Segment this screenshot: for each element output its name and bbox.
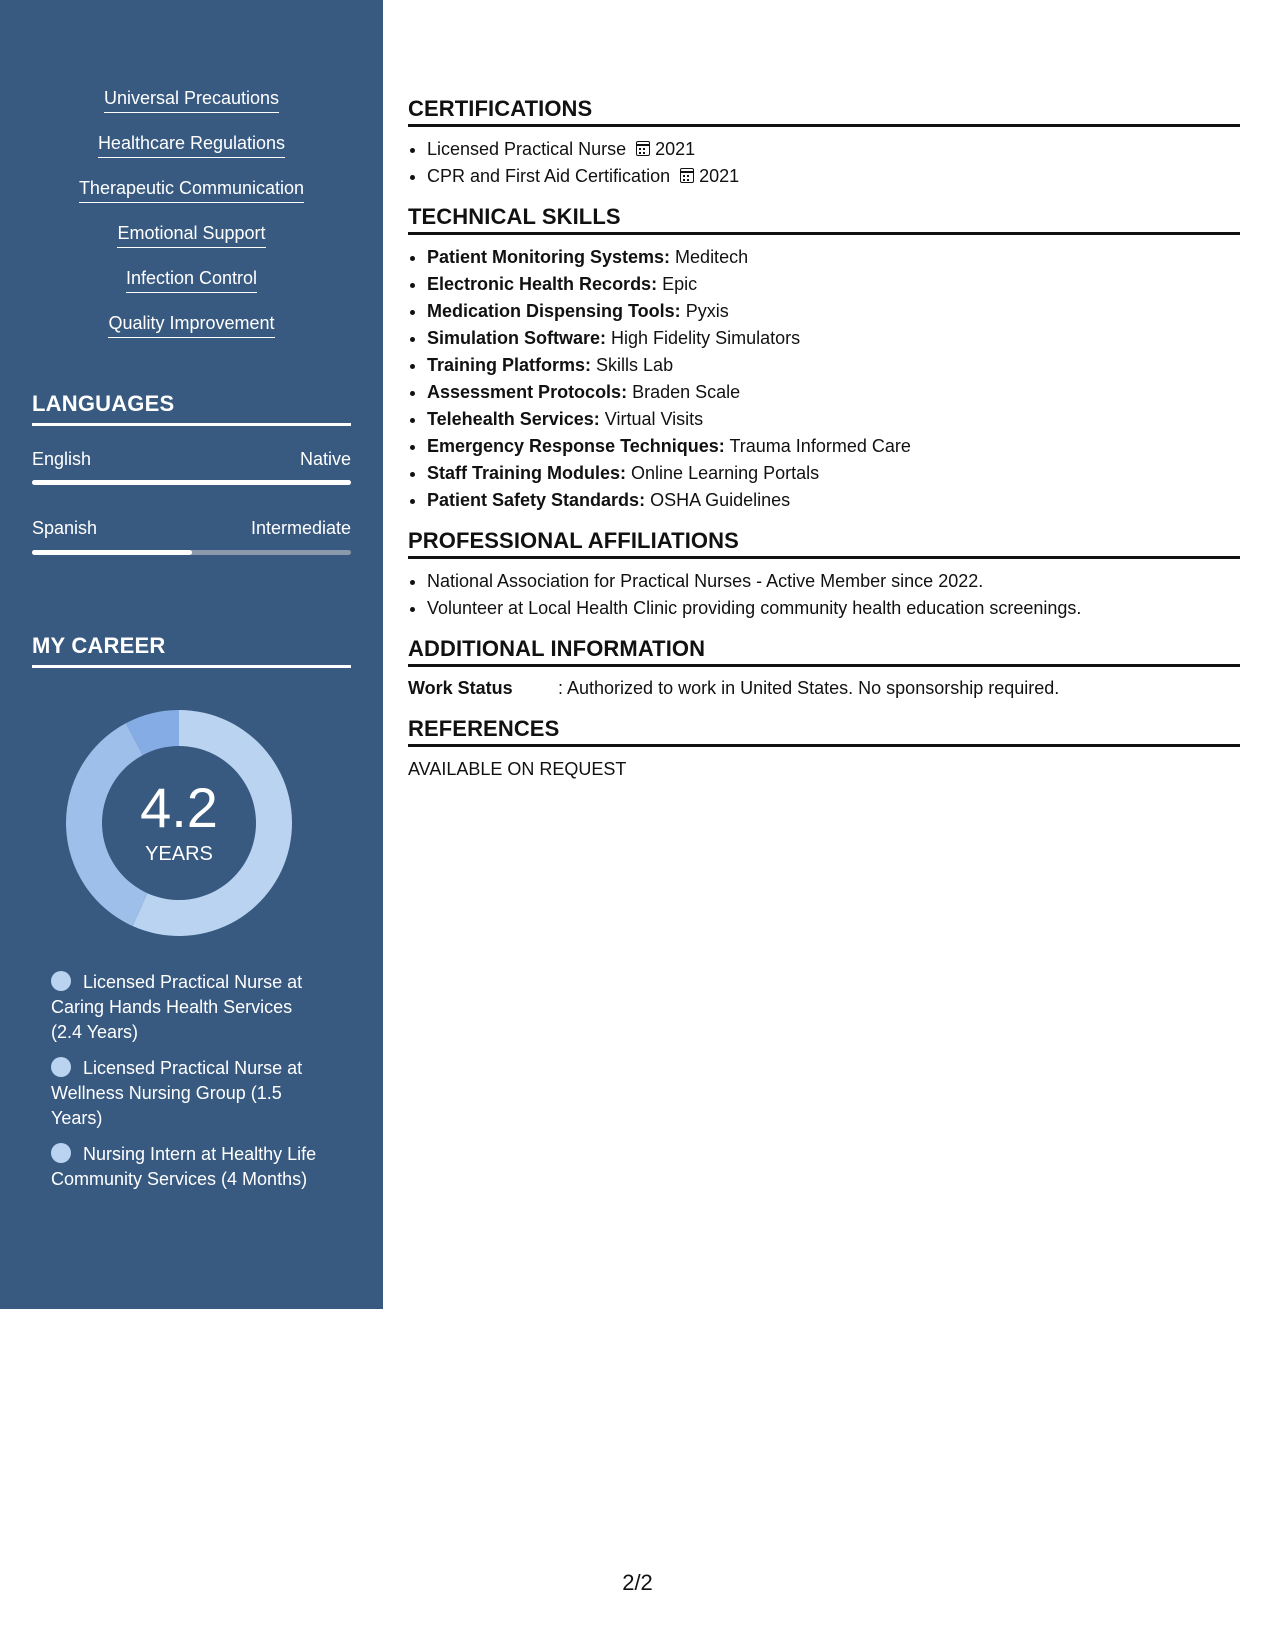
affiliation-item: • Volunteer at Local Health Clinic providing community health education screenings. xyxy=(427,595,1240,622)
certification-name: Licensed Practical Nurse xyxy=(427,139,627,159)
skill-item xyxy=(0,176,383,221)
skill-value: Braden Scale xyxy=(632,382,741,402)
skill-label: Emotional Support xyxy=(117,221,265,248)
language-name: Spanish xyxy=(32,518,98,538)
skill-value: OSHA Guidelines xyxy=(650,490,791,510)
skill-category: Electronic Health Records: xyxy=(427,274,658,294)
skill-value: Skills Lab xyxy=(596,355,674,375)
skills-list xyxy=(0,86,383,356)
skill-category: Staff Training Modules: xyxy=(427,463,627,483)
skill-value: Trauma Informed Care xyxy=(729,436,911,456)
additional-info-heading: ADDITIONAL INFORMATION xyxy=(408,636,1240,667)
skill-item xyxy=(0,266,383,311)
career-total-value: 4.2 xyxy=(140,776,218,839)
skill-value: Pyxis xyxy=(685,301,729,321)
technical-skills-list xyxy=(408,244,1240,514)
skill-value: Meditech xyxy=(675,247,749,267)
skill-category: Patient Monitoring Systems: xyxy=(427,247,671,267)
career-item-text: Licensed Practical Nurse at Wellness Nursing Group (1.5 Years) xyxy=(51,1058,303,1128)
career-item xyxy=(51,1056,321,1131)
skill-category: Assessment Protocols: xyxy=(427,382,628,402)
skill-value: Virtual Visits xyxy=(604,409,704,429)
skill-category: Telehealth Services: xyxy=(427,409,600,429)
career-dot-icon xyxy=(51,1143,71,1163)
skill-item xyxy=(0,311,383,356)
skill-category: Emergency Response Techniques: xyxy=(427,436,725,456)
certifications-heading: CERTIFICATIONS xyxy=(408,96,1240,127)
skill-label: Infection Control xyxy=(126,266,257,293)
certification-year: 2021 xyxy=(699,166,740,186)
certification-name: CPR and First Aid Certification xyxy=(427,166,671,186)
career-total-unit: YEARS xyxy=(145,843,213,865)
work-status-row xyxy=(408,676,1240,700)
technical-skill-item xyxy=(427,352,1240,379)
skill-label: Quality Improvement xyxy=(108,311,274,338)
references-heading: REFERENCES xyxy=(408,716,1240,747)
career-item xyxy=(51,970,321,1045)
language-bar-fill xyxy=(32,480,351,485)
skill-value: Online Learning Portals xyxy=(631,463,820,483)
work-status-value: : Authorized to work in United States. No sponsorship required. xyxy=(558,678,1060,698)
skill-item xyxy=(0,131,383,176)
affiliation-item: • National Association for Practical Nurses - Active Member since 2022. xyxy=(427,568,1240,595)
technical-skill-item xyxy=(427,325,1240,352)
certification-item xyxy=(427,163,1240,190)
career-heading: MY CAREER xyxy=(32,633,351,668)
references-text: AVAILABLE ON REQUEST xyxy=(408,759,627,779)
language-bar-english xyxy=(32,480,351,485)
skill-value: High Fidelity Simulators xyxy=(611,328,801,348)
career-item-text: Licensed Practical Nurse at Caring Hands Health Services (2.4 Years) xyxy=(51,972,303,1042)
career-donut-chart xyxy=(66,710,292,936)
career-item xyxy=(51,1142,321,1192)
technical-skill-item xyxy=(427,379,1240,406)
page-number: 2/2 xyxy=(622,1570,653,1595)
calendar-icon xyxy=(680,168,694,183)
skill-label: Universal Precautions xyxy=(104,86,279,113)
skill-item xyxy=(0,86,383,131)
skill-category: Training Platforms: xyxy=(427,355,592,375)
language-level: Intermediate xyxy=(250,518,351,538)
technical-skill-item xyxy=(427,460,1240,487)
technical-skill-item xyxy=(427,271,1240,298)
skill-category: Medication Dispensing Tools: xyxy=(427,301,681,321)
skill-label: Therapeutic Communication xyxy=(79,176,304,203)
affiliations-list xyxy=(408,568,1240,622)
career-dot-icon xyxy=(51,1057,71,1077)
career-dot-icon xyxy=(51,971,71,991)
career-list xyxy=(51,970,321,1203)
skill-item xyxy=(0,221,383,266)
language-bar-fill xyxy=(32,550,192,555)
certifications-list xyxy=(408,136,1240,190)
technical-skill-item xyxy=(427,244,1240,271)
technical-skill-item xyxy=(427,433,1240,460)
certification-year: 2021 xyxy=(655,139,696,159)
languages-heading: LANGUAGES xyxy=(32,391,351,426)
calendar-icon xyxy=(636,141,650,156)
language-level: Native xyxy=(299,449,351,469)
sidebar xyxy=(0,0,383,1309)
technical-skill-item xyxy=(427,406,1240,433)
skill-value: Epic xyxy=(662,274,698,294)
technical-skill-item xyxy=(427,487,1240,514)
work-status-label: Work Status xyxy=(408,678,513,698)
language-name: English xyxy=(32,449,92,469)
technical-skill-item xyxy=(427,298,1240,325)
affiliations-heading: PROFESSIONAL AFFILIATIONS xyxy=(408,528,1240,559)
career-item-text: Nursing Intern at Healthy Life Community Services (4 Months) xyxy=(51,1144,317,1189)
skill-label: Healthcare Regulations xyxy=(98,131,285,158)
skill-category: Patient Safety Standards: xyxy=(427,490,646,510)
certification-item xyxy=(427,136,1240,163)
skill-category: Simulation Software: xyxy=(427,328,607,348)
main-content xyxy=(408,96,1240,782)
language-bar-spanish xyxy=(32,550,351,555)
technical-skills-heading: TECHNICAL SKILLS xyxy=(408,204,1240,235)
